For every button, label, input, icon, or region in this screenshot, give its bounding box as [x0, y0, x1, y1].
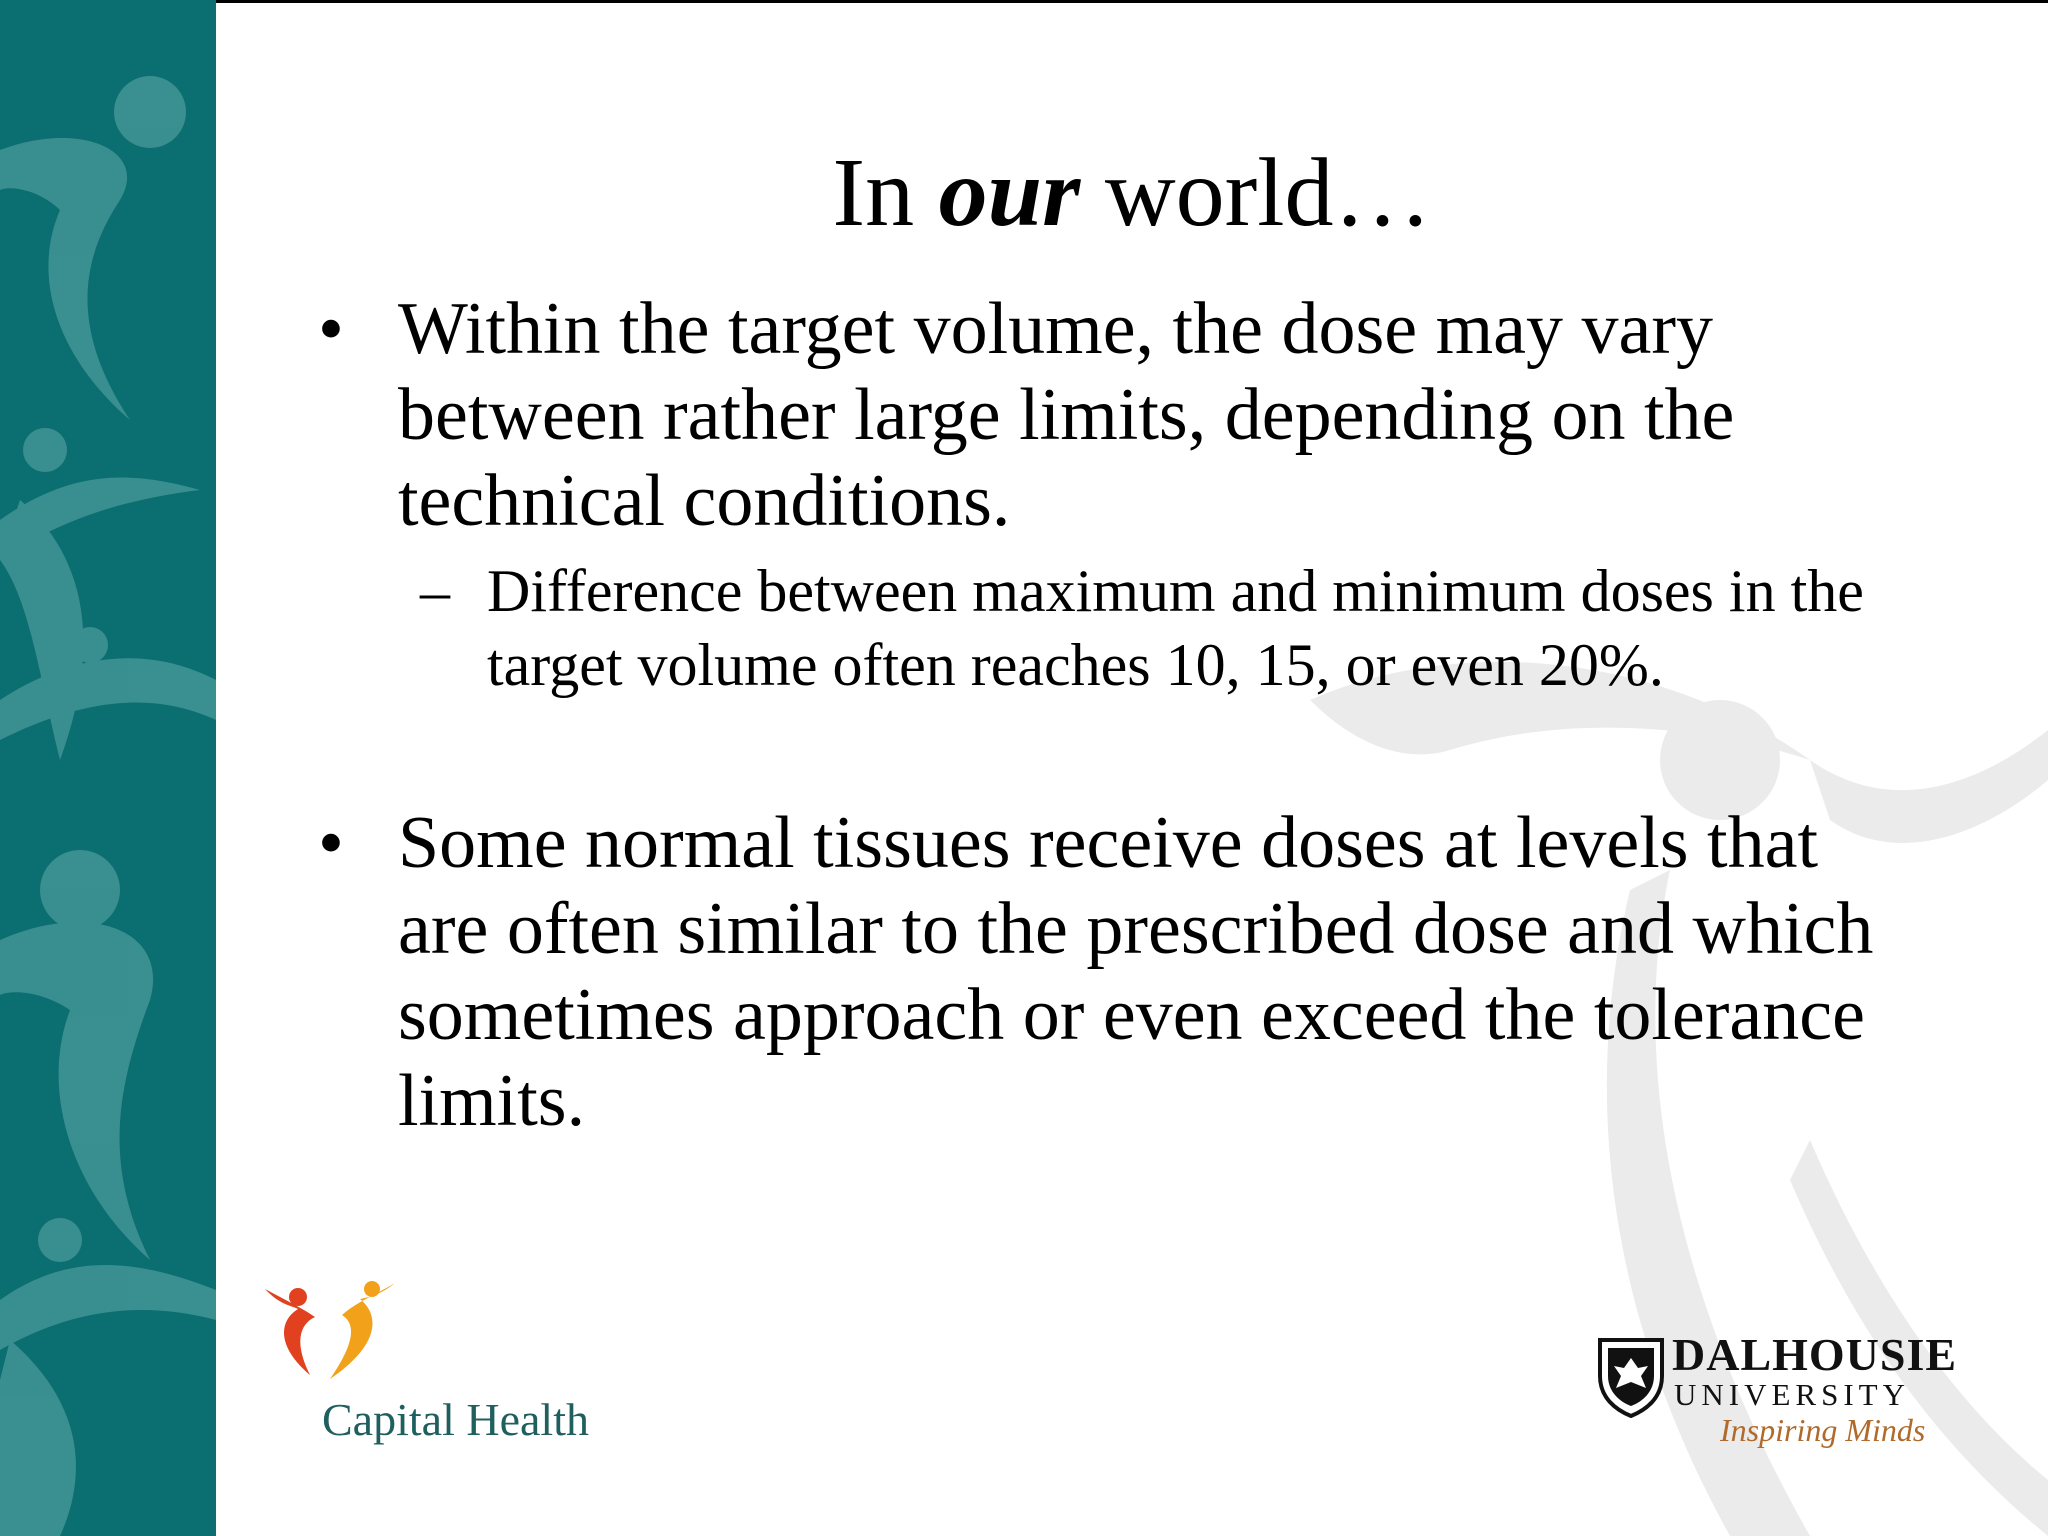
bullet-marker: •: [318, 288, 344, 370]
slide-title: [216, 140, 2048, 248]
dalhousie-shield-icon: [1596, 1336, 1666, 1418]
bullet-text-1: Within the target volume, the dose may vary between rather large limits, depending on the technical conditions.: [398, 288, 1735, 542]
sub-bullet-marker: –: [420, 558, 450, 624]
bullet-text-2: Some normal tissues receive doses at levels that are often similar to the prescribed dose and which sometimes approach or even exceed the tolerance limits.: [398, 802, 1874, 1142]
dalhousie-wordmark: DALHOUSIE: [1672, 1329, 1958, 1380]
bullet-marker: •: [318, 802, 344, 884]
sub-bullet-text-1: Difference between maximum and minimum doses in the target volume often reaches 10, 15, or even 20%.: [487, 558, 1864, 698]
side-decorative-band: [0, 0, 216, 1536]
capital-health-heart-icon: [260, 1275, 400, 1385]
capital-health-wordmark: Capital Health: [322, 1394, 589, 1445]
title-emphasis: our: [938, 139, 1081, 247]
title-part1: In: [832, 139, 939, 247]
dalhousie-university-label: UNIVERSITY: [1674, 1377, 1910, 1412]
top-rule: [0, 0, 2048, 3]
dalhousie-tagline: Inspiring Minds: [1720, 1412, 1926, 1448]
title-part2: world…: [1080, 139, 1432, 247]
